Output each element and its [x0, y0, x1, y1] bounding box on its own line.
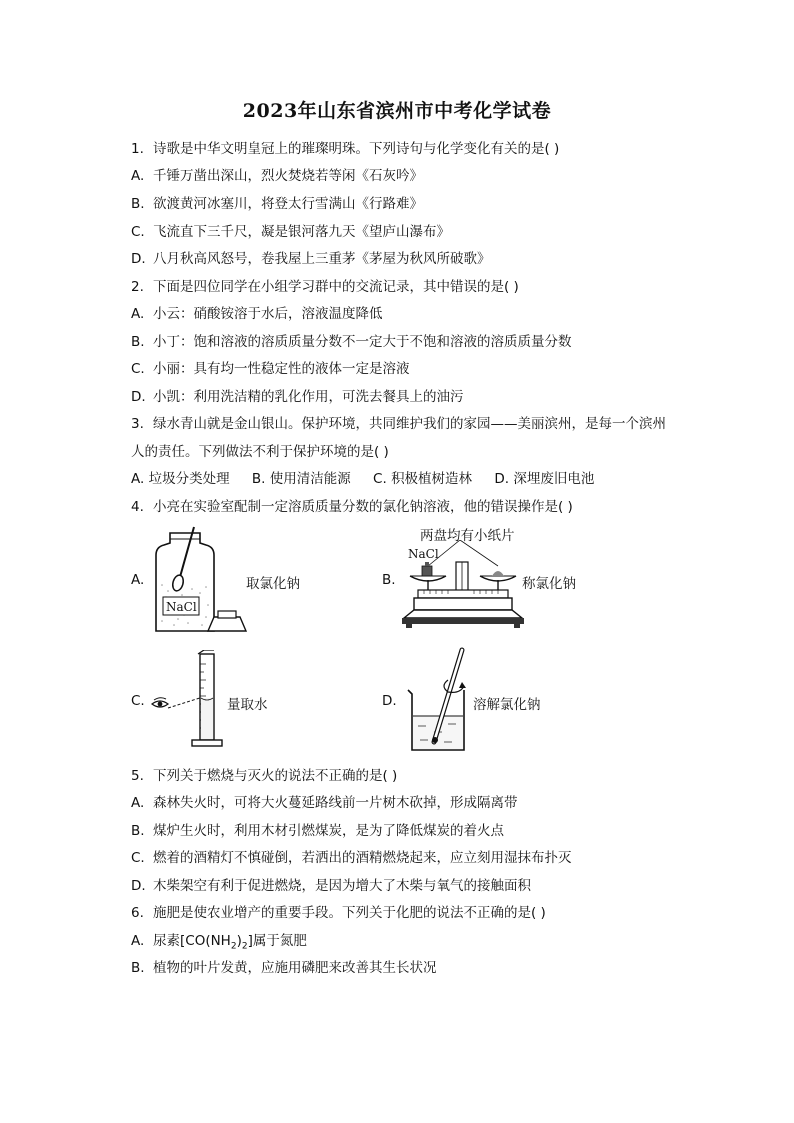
option-label: A.: [131, 933, 145, 949]
option-text-mid: ): [236, 933, 242, 949]
subscript: 2: [230, 941, 237, 952]
figure-c-caption: 量取水: [227, 697, 268, 713]
option-label: A.: [131, 306, 145, 322]
option-text: 森林失火时，可将大火蔓延路线前一片树木砍掉，形成隔离带: [153, 795, 518, 811]
option-text: 小凯：利用洗洁精的乳化作用，可洗去餐具上的油污: [153, 389, 464, 405]
option-label: C.: [131, 850, 145, 866]
option-label: B.: [131, 196, 145, 212]
question-stem: 诗歌是中华文明皇冠上的璀璨明珠。下列诗句与化学变化有关的是( ): [153, 141, 560, 157]
figure-b-balance: [400, 540, 525, 635]
question-stem: 施肥是使农业增产的重要手段。下列关于化肥的说法不正确的是( ): [153, 905, 546, 921]
question-number: 5.: [131, 768, 144, 784]
option-label: D.: [131, 389, 146, 405]
figure-b-note: 两盘均有小纸片: [420, 528, 515, 544]
page-title: 2023年山东省滨州市中考化学试卷: [242, 100, 552, 122]
figure-d-beaker: [404, 646, 474, 756]
question-3-line2: 人的责任。下列做法不利于保护环境的是( ): [131, 444, 389, 460]
option-3b: [252, 471, 351, 487]
option-label: C.: [131, 361, 145, 377]
option-5d: [131, 876, 531, 896]
question-stem-line1: 绿水青山就是金山银山。保护环境，共同维护我们的家园——美丽滨州，是每一个滨州: [153, 416, 666, 432]
options-3: [131, 469, 612, 489]
option-5b: [131, 821, 504, 841]
figure-a-label: A.: [131, 572, 145, 588]
option-3d: [494, 471, 594, 487]
figure-d-label: D.: [382, 693, 397, 709]
question-number: 1.: [131, 141, 144, 157]
option-2a: [131, 304, 383, 324]
option-label: D.: [131, 878, 146, 894]
option-text: 煤炉生火时，利用木材引燃煤炭，是为了降低煤炭的着火点: [153, 823, 504, 839]
subscript: 2: [241, 941, 248, 952]
option-label: B.: [131, 334, 145, 350]
figure-c-label: C.: [131, 693, 145, 709]
option-text-post: ]属于氮肥: [247, 933, 307, 949]
question-stem: 小亮在实验室配制一定溶质质量分数的氯化钠溶液，他的错误操作是( ): [153, 499, 573, 515]
question-2: [131, 277, 519, 297]
option-2c: [131, 359, 410, 379]
option-2d: [131, 387, 464, 407]
option-1c: [131, 222, 450, 242]
figure-c-cylinder: [148, 650, 228, 750]
option-label: B.: [131, 823, 145, 839]
pan-label: NaCl: [408, 547, 439, 561]
question-stem: 下列关于燃烧与灭火的说法不正确的是( ): [153, 768, 398, 784]
option-6a: [131, 931, 307, 957]
option-text: 千锤万凿出深山，烈火焚烧若等闲《石灰吟》: [153, 168, 423, 184]
question-6: [131, 903, 546, 923]
option-3c: [373, 471, 472, 487]
option-text: 积极植树造林: [391, 471, 473, 487]
option-text: 使用清洁能源: [269, 471, 351, 487]
question-number: 3.: [131, 416, 144, 432]
option-text: 垃圾分类处理: [148, 471, 230, 487]
option-text: 深埋废旧电池: [513, 471, 595, 487]
option-text: 飞流直下三千尺，凝是银河落九天《望庐山瀑布》: [153, 224, 450, 240]
option-text: 燃着的酒精灯不慎碰倒，若洒出的酒精燃烧起来，应立刻用湿抹布扑灭: [153, 850, 572, 866]
question-5: [131, 766, 397, 786]
figure-d-caption: 溶解氯化钠: [473, 697, 541, 713]
option-label: B.: [251, 471, 266, 487]
figure-b-label: B.: [382, 572, 396, 588]
option-text: 小丁：饱和溶液的溶质质量分数不一定大于不饱和溶液的溶质质量分数: [153, 334, 572, 350]
option-5c: [131, 848, 572, 868]
question-number: 2.: [131, 279, 144, 295]
bottle-label: NaCl: [166, 600, 197, 614]
option-1a: [131, 166, 423, 186]
figure-b-caption: 称氯化钠: [522, 576, 576, 592]
option-3a: [131, 471, 230, 487]
option-text: 木柴架空有利于促进燃烧，是因为增大了木柴与氧气的接触面积: [153, 878, 531, 894]
option-1d: [131, 249, 491, 269]
option-text: 小云：硝酸铵溶于水后，溶液温度降低: [153, 306, 383, 322]
option-2b: [131, 332, 572, 352]
option-label: A.: [131, 471, 145, 487]
question-number: 4.: [131, 499, 144, 515]
option-6b: [131, 958, 437, 978]
option-label: D.: [494, 471, 510, 487]
question-stem: 下面是四位同学在小组学习群中的交流记录，其中错误的是( ): [153, 279, 519, 295]
option-text: 小丽：具有均一性稳定性的液体一定是溶液: [153, 361, 410, 377]
option-text: 植物的叶片发黄，应施用磷肥来改善其生长状况: [153, 960, 437, 976]
question-3: [131, 414, 666, 434]
question-4: [131, 497, 573, 517]
option-text: 欲渡黄河冰塞川，将登太行雪满山《行路难》: [153, 196, 423, 212]
question-number: 6.: [131, 905, 144, 921]
option-label: B.: [131, 960, 145, 976]
figure-a-caption: 取氯化钠: [246, 576, 300, 592]
option-label: D.: [131, 251, 146, 267]
option-5a: [131, 793, 518, 813]
question-1: [131, 139, 559, 159]
option-label: A.: [131, 795, 145, 811]
option-text-pre: 尿素[CO(NH: [153, 933, 231, 949]
option-label: C.: [131, 224, 145, 240]
option-1b: [131, 194, 423, 214]
option-label: A.: [131, 168, 145, 184]
option-label: C.: [373, 471, 387, 487]
option-text: 八月秋高风怒号，卷我屋上三重茅《茅屋为秋风所破歌》: [153, 251, 491, 267]
